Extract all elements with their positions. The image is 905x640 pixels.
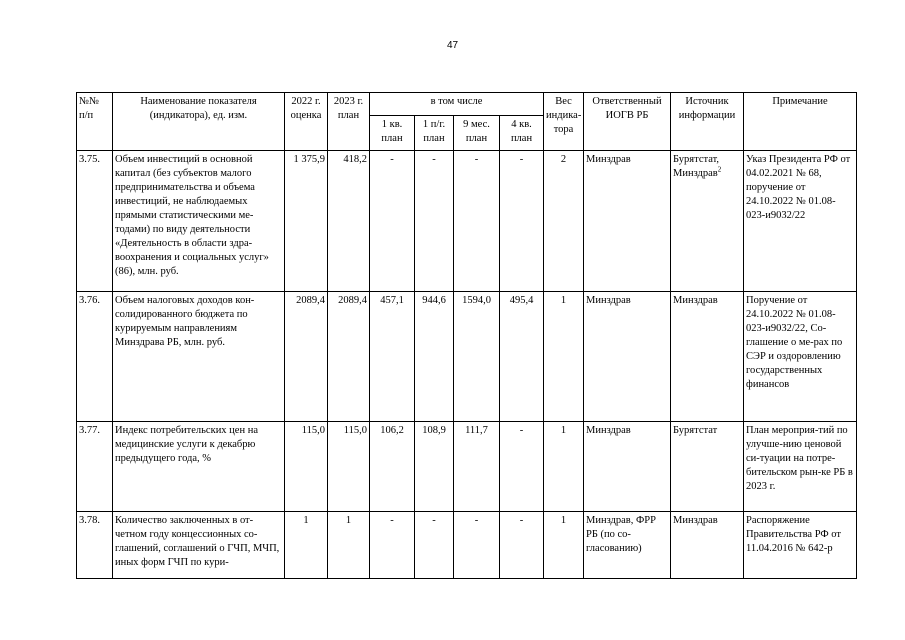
row-note: Поручение от 24.10.2022 № 01.08-023-и9032/22, Со-глашение о ме-рах по СЭР и оздоровлению государственных финансов: [744, 292, 857, 422]
row-q1-value: 457,1: [370, 292, 415, 422]
row-responsible: Минздрав: [584, 292, 671, 422]
indicators-table: [76, 92, 857, 579]
row-q4-value: -: [500, 512, 544, 579]
row-responsible: Минздрав: [584, 151, 671, 292]
row-source: [671, 512, 744, 579]
table-row: [77, 422, 857, 512]
row-2022-value: 1: [285, 512, 328, 579]
row-2023-value: 115,0: [328, 422, 370, 512]
table-header-row: [77, 93, 857, 116]
row-2022-value: 2089,4: [285, 292, 328, 422]
row-weight: 1: [544, 512, 584, 579]
row-responsible: Минздрав: [584, 422, 671, 512]
row-q1-value: 106,2: [370, 422, 415, 512]
header-indicator-name: Наименование показателя (индикатора), ед. изм.: [113, 93, 285, 151]
row-q4-value: 495,4: [500, 292, 544, 422]
row-q4-value: -: [500, 422, 544, 512]
row-weight: 2: [544, 151, 584, 292]
row-note: Распоряжение Правительства РФ от 11.04.2016 № 642-р: [744, 512, 857, 579]
row-number: 3.75.: [77, 151, 113, 292]
page-number: 47: [446, 40, 459, 51]
row-indicator-name: Объем налоговых доходов кон-солидированного бюджета по курируемым направлениям Минздрава РБ, млн. руб.: [113, 292, 285, 422]
header-weight: Вес индика-тора: [544, 93, 584, 151]
header-q1-plan: 1 кв. план: [370, 116, 415, 151]
row-note: Указ Президента РФ от 04.02.2021 № 68, поручение от 24.10.2022 № 01.08-023-и9032/22: [744, 151, 857, 292]
row-number: 3.76.: [77, 292, 113, 422]
row-weight: 1: [544, 422, 584, 512]
row-source-text: Бурятстат: [673, 425, 718, 436]
row-responsible: Минздрав, ФРР РБ (по со-гласованию): [584, 512, 671, 579]
row-indicator-name: Объем инвестиций в основной капитал (без субъектов малого предпринимательства и объема инвестиций, не наблюдаемых прямыми статистическими ме-тодами) по виду деятельности «Деятельность в области здра-воохранения и социальных услуг» (86), млн. руб.: [113, 151, 285, 292]
row-q1-value: -: [370, 512, 415, 579]
row-2023-value: 2089,4: [328, 292, 370, 422]
header-h1-plan: 1 п/г. план: [415, 116, 454, 151]
row-2022-value: 115,0: [285, 422, 328, 512]
row-h1-value: 108,9: [415, 422, 454, 512]
header-source: Источник информации: [671, 93, 744, 151]
row-q1-value: -: [370, 151, 415, 292]
row-indicator-name: Индекс потребительских цен на медицинские услуги к декабрю предыдущего года, %: [113, 422, 285, 512]
header-responsible: Ответственный ИОГВ РБ: [584, 93, 671, 151]
row-source: [671, 151, 744, 292]
header-2023-plan: 2023 г. план: [328, 93, 370, 151]
header-2022-estimate: 2022 г. оценка: [285, 93, 328, 151]
row-2023-value: 1: [328, 512, 370, 579]
row-h1-value: -: [415, 151, 454, 292]
row-source-text: Бурятстат, Минздрав: [673, 154, 720, 179]
row-number: 3.77.: [77, 422, 113, 512]
row-9m-value: -: [454, 512, 500, 579]
row-source-text: Минздрав: [673, 295, 718, 306]
row-q4-value: -: [500, 151, 544, 292]
header-9m-plan: 9 мес. план: [454, 116, 500, 151]
row-source-text: Минздрав: [673, 515, 718, 526]
row-h1-value: 944,6: [415, 292, 454, 422]
row-2023-value: 418,2: [328, 151, 370, 292]
table-row: [77, 151, 857, 292]
header-q4-plan: 4 кв. план: [500, 116, 544, 151]
footnote-marker: 2: [717, 165, 722, 174]
row-source: [671, 292, 744, 422]
row-h1-value: -: [415, 512, 454, 579]
row-weight: 1: [544, 292, 584, 422]
header-note: Примечание: [744, 93, 857, 151]
row-9m-value: -: [454, 151, 500, 292]
header-including: в том числе: [370, 93, 544, 116]
header-number: №№ п/п: [77, 93, 113, 151]
table-row: [77, 292, 857, 422]
table-row: [77, 512, 857, 579]
row-9m-value: 1594,0: [454, 292, 500, 422]
row-indicator-name: Количество заключенных в от-четном году концессионных со-глашений, соглашений о ГЧП, МЧП, иных форм ГЧП по кури-: [113, 512, 285, 579]
row-source: [671, 422, 744, 512]
row-number: 3.78.: [77, 512, 113, 579]
row-note: План мероприя-тий по улучше-нию ценовой си-туации на потре-бительском рын-ке РБ в 2023 г.: [744, 422, 857, 512]
row-9m-value: 111,7: [454, 422, 500, 512]
row-2022-value: 1 375,9: [285, 151, 328, 292]
